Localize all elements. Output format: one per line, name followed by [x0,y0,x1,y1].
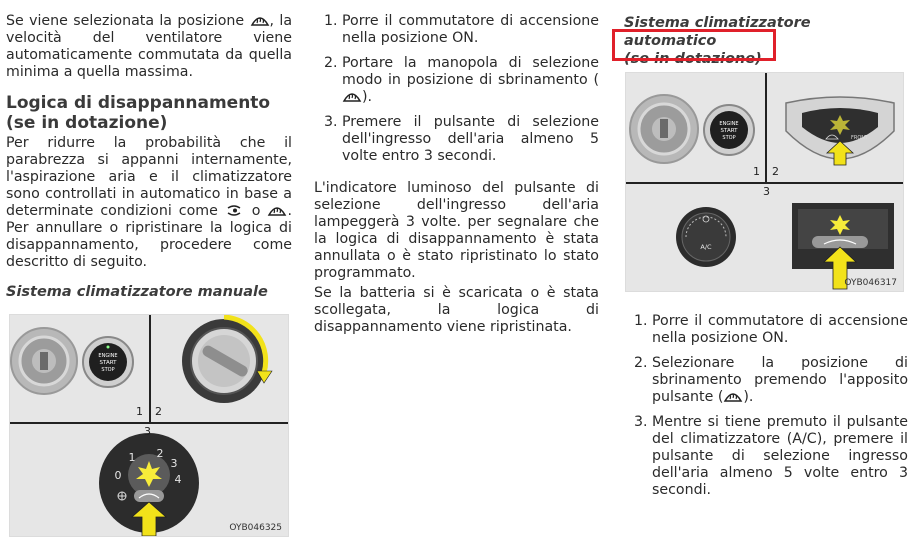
ignition-key-icon [630,95,698,163]
mode-dial-icon [182,317,272,403]
figure-automatic-illustration [626,73,903,291]
list-item: 1. Porre il commutatore di accensione nella posizione ON. [634,313,908,346]
ac-dial [676,207,736,267]
figure-automatic-climate [625,72,904,292]
highlight-box [612,29,776,61]
column-right-steps [624,313,908,507]
defrost-icon [267,204,287,217]
ignition-key-icon [11,328,77,394]
column-left [6,0,292,301]
engine-start-stop-icon [704,105,754,155]
engine-label-3: STOP [722,135,736,141]
engine-label-2: START [720,128,738,134]
fresh-air-icon [225,204,245,217]
engine-label-3: STOP [101,367,115,373]
dial-number-3: 3 [170,457,178,470]
column-middle [314,0,599,336]
list-item: 1. Porre il commutatore di accensione nella posizione ON. [324,13,599,46]
dial-number-2: 2 [156,447,164,460]
indicator-paragraph: L'indicatore luminoso del pulsante di selezione dell'ingresso dell'aria lampeggerà 3 volte. per segnalare che la logica di disappannamento è stata annullata o è stato ripristinato lo stato programmato. [314,180,599,281]
list-item: 2. Selezionare la posizione di sbrinamento premendo l'apposito pulsante ( ). [634,355,908,405]
section-title: Logica di disappannamento (se in dotazione) [6,93,271,133]
figure-manual-climate [9,314,289,537]
defrost-icon [342,90,362,103]
intro-paragraph: Se viene selezionata la posizione , la velocità del ventilatore viene automaticamente commutata da quella minima a quella massima. [6,13,293,80]
figure-code: OYB046317 [844,278,897,288]
engine-start-stop-icon [83,337,133,387]
list-item: 3. Mentre si tiene premuto il pulsante del climatizzatore (A/C), premere il pulsante di selezione ingresso dell'aria almeno 5 volte entro 3 secondi. [634,414,908,498]
dial-number-4: 4 [174,473,182,486]
engine-label-1: ENGINE [719,121,739,127]
panel-label-2: 2 [155,405,162,418]
panel-label-1: 1 [136,405,143,418]
list-item: 3. Premere il pulsante di selezione dell'ingresso dell'aria almeno 5 volte entro 3 secondi. [324,114,599,164]
front-label: FRONT [851,135,869,141]
panel-label-3: 3 [763,185,770,198]
defrost-icon [250,14,270,27]
panel-label-3: 3 [144,425,151,438]
battery-paragraph: Se la batteria si è scaricata o è stata scollegata, la logica di disappannamento viene ripristinata. [314,285,599,335]
steps-list-right [634,313,908,499]
engine-label-2: START [99,360,117,366]
subheading-manual: Sistema climatizzatore manuale [6,284,268,300]
panel-label-2: 2 [772,165,779,178]
section-body: Per ridurre la probabilità che il parabrezza si appanni internamente, l'aspirazione aria e il climatizzatore sono controllati in automatico in base a determinate condizioni come o . Per annullare o ripristinare la logica di disappannamento, procedere come descritto di seguito. [6,135,292,270]
engine-label-1: ENGINE [98,353,118,359]
defrost-icon [723,390,743,403]
fan-icon [118,492,126,500]
steps-list-middle [324,13,599,165]
ac-label: A/C [700,243,712,251]
dial-number-0: 0 [114,469,122,482]
list-item: 2. Portare la manopola di selezione modo in posizione di sbrinamento (). [324,55,599,105]
panel-label-1: 1 [753,165,760,178]
dial-number-1: 1 [128,451,136,464]
heading-automatic: Sistema climatizzatore automatico (se in dotazione) [624,15,811,67]
figure-code: OYB046325 [229,523,282,533]
